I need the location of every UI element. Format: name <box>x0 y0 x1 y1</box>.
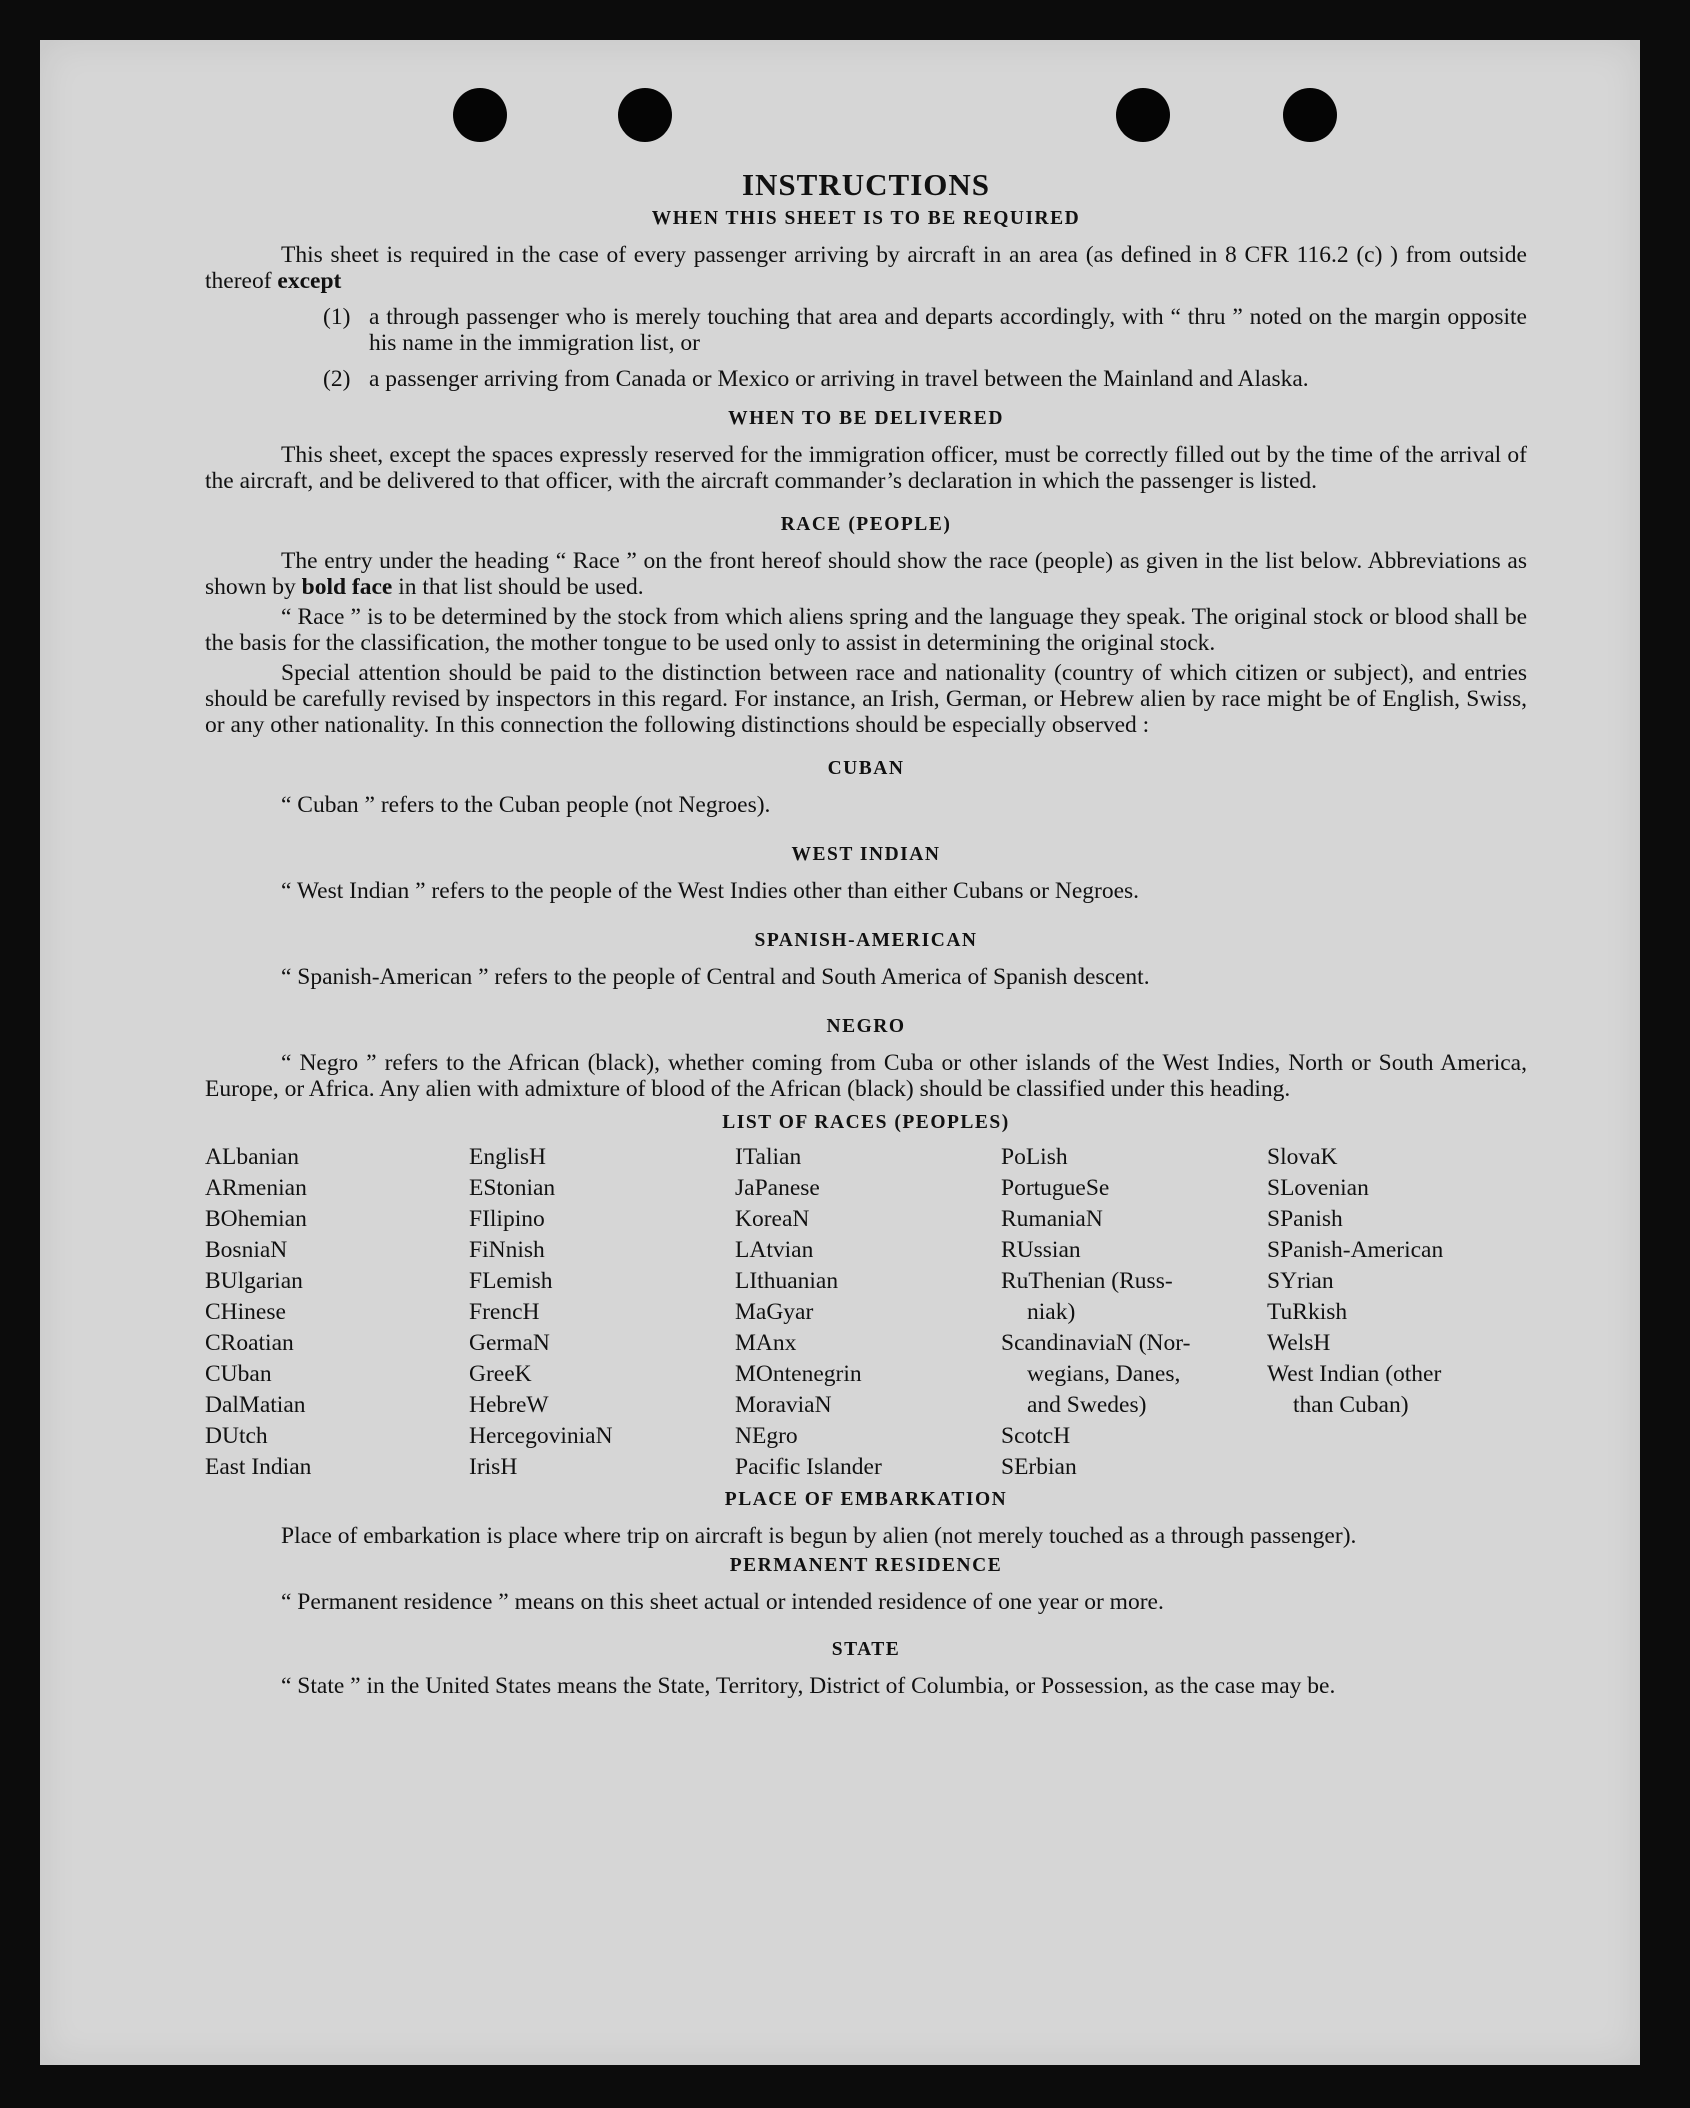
race-entry: GreeK <box>469 1361 532 1387</box>
race-entry: FrencH <box>469 1299 540 1325</box>
races-list <box>205 1142 1527 1483</box>
when-required-heading: WHEN THIS SHEET IS TO BE REQUIRED <box>651 208 1081 229</box>
when-delivered-heading: WHEN TO BE DELIVERED <box>728 408 1004 429</box>
races-column <box>1001 1142 1267 1483</box>
exception-item: (1) a through passenger who is merely touching that area and departs accordingly, with “ thru ” noted on the margin opposite his name in the immigration list, or <box>323 304 1527 356</box>
cuban-heading: CUBAN <box>827 758 905 779</box>
races-column <box>469 1142 735 1483</box>
race-entry: EStonian <box>469 1175 556 1201</box>
race-entry: LIthuanian <box>735 1268 839 1294</box>
race-entry: NEgro <box>735 1423 798 1449</box>
race-entry: MAnx <box>735 1330 797 1356</box>
race-entry: MOntenegrin <box>735 1361 862 1387</box>
race-entry: LAtvian <box>735 1237 814 1263</box>
when-delivered-text: This sheet, except the spaces expressly reserved for the immigration officer, must be correctly filled out by the time of the arrival of the aircraft, and be delivered to that officer, with the aircraft commander’s declaration in which the passenger is listed. <box>205 442 1527 494</box>
race-entry: WelsH <box>1267 1330 1331 1356</box>
spanish-american-text: “ Spanish-American ” refers to the people of Central and South America of Spanish descent. <box>281 964 1150 990</box>
residence-text: “ Permanent residence ” means on this sheet actual or intended residence of one year or more. <box>281 1589 1164 1615</box>
punch-hole <box>453 88 507 142</box>
race-entry: TuRkish <box>1267 1299 1348 1325</box>
race-entry: SlovaK <box>1267 1144 1338 1170</box>
embarkation-heading: PLACE OF EMBARKATION <box>724 1489 1008 1510</box>
race-entry: ARmenian <box>205 1175 307 1201</box>
race-entry: RUssian <box>1001 1237 1081 1263</box>
races-column <box>1267 1142 1527 1483</box>
race-entry: PoLish <box>1001 1144 1068 1170</box>
race-entry: KoreaN <box>735 1206 810 1232</box>
race-entry: RuThenian (Russ- <box>1001 1268 1173 1294</box>
punch-hole <box>1116 88 1170 142</box>
race-entry: DUtch <box>205 1423 268 1449</box>
race-entry: FIlipino <box>469 1206 545 1232</box>
race-entry: ScandinaviaN (Nor- <box>1001 1330 1191 1356</box>
residence-heading: PERMANENT RESIDENCE <box>729 1555 1003 1576</box>
race-entry: CHinese <box>205 1299 286 1325</box>
race-entry: HebreW <box>469 1392 549 1418</box>
race-entry: EnglisH <box>469 1144 547 1170</box>
punch-hole <box>618 88 672 142</box>
race-heading: RACE (PEOPLE) <box>780 514 952 535</box>
race-entry-continuation: wegians, Danes, <box>1027 1361 1181 1387</box>
negro-heading: NEGRO <box>826 1016 906 1037</box>
race-entry: CUban <box>205 1361 272 1387</box>
race-entry: Pacific Islander <box>735 1454 882 1480</box>
race-entry: MoraviaN <box>735 1392 832 1418</box>
spanish-american-heading: SPANISH-AMERICAN <box>754 930 978 951</box>
race-entry: East Indian <box>205 1454 312 1480</box>
race-entry: SErbian <box>1001 1454 1077 1480</box>
race-entry: SLovenian <box>1267 1175 1369 1201</box>
embarkation-text: Place of embarkation is place where trip on aircraft is begun by alien (not merely touched as a through passenger). <box>281 1523 1357 1549</box>
race-paragraph-2: “ Race ” is to be determined by the stock from which aliens spring and the language they speak. The original stock or blood shall be the basis for the classification, the mother tongue to be used only to assist in determining the original stock. <box>205 604 1527 656</box>
race-entry: BUlgarian <box>205 1268 303 1294</box>
negro-text: “ Negro ” refers to the African (black), whether coming from Cuba or other islands of the West Indies, North or South America, Europe, or Africa. Any alien with admixture of blood of the African (black) should be classified under this heading. <box>205 1050 1527 1102</box>
race-entry-continuation: and Swedes) <box>1027 1392 1147 1418</box>
race-entry: BOhemian <box>205 1206 307 1232</box>
race-entry: ITalian <box>735 1144 802 1170</box>
race-entry: ALbanian <box>205 1144 299 1170</box>
race-paragraph-3: Special attention should be paid to the distinction between race and nationality (country of which citizen or subject), and entries should be carefully revised by inspectors in this regard. For instance, an Irish, German, or Hebrew alien by race might be of English, Swiss, or any other nationality. In this connection the following distinctions should be especially observed : <box>205 660 1527 738</box>
exception-item: (2) a passenger arriving from Canada or Mexico or arriving in travel between the Mainland and Alaska. <box>323 366 1309 392</box>
race-entry: IrisH <box>469 1454 518 1480</box>
punch-hole <box>1283 88 1337 142</box>
race-entry: SYrian <box>1267 1268 1334 1294</box>
race-entry: DalMatian <box>205 1392 306 1418</box>
race-entry: GermaN <box>469 1330 550 1356</box>
instructions-content <box>205 167 1527 1699</box>
races-column <box>205 1142 469 1483</box>
race-entry: RumaniaN <box>1001 1206 1103 1232</box>
race-entry-continuation: than Cuban) <box>1293 1392 1409 1418</box>
document-page <box>40 40 1640 2065</box>
when-required-intro: This sheet is required in the case of every passenger arriving by aircraft in an area (as defined in 8 CFR 116.2 (c) ) from outside thereof except <box>205 242 1527 294</box>
race-entry: SPanish-American <box>1267 1237 1444 1263</box>
race-paragraph-1: The entry under the heading “ Race ” on the front hereof should show the race (people) as given in the list below. Abbreviations as shown by bold face in that list should be used. <box>205 548 1527 600</box>
list-of-races-heading: LIST OF RACES (PEOPLES) <box>722 1112 1010 1133</box>
race-entry: West Indian (other <box>1267 1361 1442 1387</box>
race-entry: ScotcH <box>1001 1423 1071 1449</box>
race-entry: MaGyar <box>735 1299 814 1325</box>
race-entry: BosniaN <box>205 1237 288 1263</box>
races-column <box>735 1142 1001 1483</box>
race-entry: PortugueSe <box>1001 1175 1110 1201</box>
west-indian-text: “ West Indian ” refers to the people of the West Indies other than either Cubans or Negroes. <box>281 878 1140 904</box>
cuban-text: “ Cuban ” refers to the Cuban people (not Negroes). <box>281 792 771 818</box>
race-entry: SPanish <box>1267 1206 1343 1232</box>
race-entry: CRoatian <box>205 1330 294 1356</box>
race-entry: FiNnish <box>469 1237 545 1263</box>
race-entry: JaPanese <box>735 1175 820 1201</box>
race-entry-continuation: niak) <box>1027 1299 1076 1325</box>
race-entry: FLemish <box>469 1268 553 1294</box>
state-heading: STATE <box>831 1639 901 1660</box>
page-title: INSTRUCTIONS <box>741 167 990 202</box>
race-entry: HercegoviniaN <box>469 1423 613 1449</box>
state-text: “ State ” in the United States means the State, Territory, District of Columbia, or Possession, as the case may be. <box>281 1673 1336 1699</box>
west-indian-heading: WEST INDIAN <box>791 844 941 865</box>
